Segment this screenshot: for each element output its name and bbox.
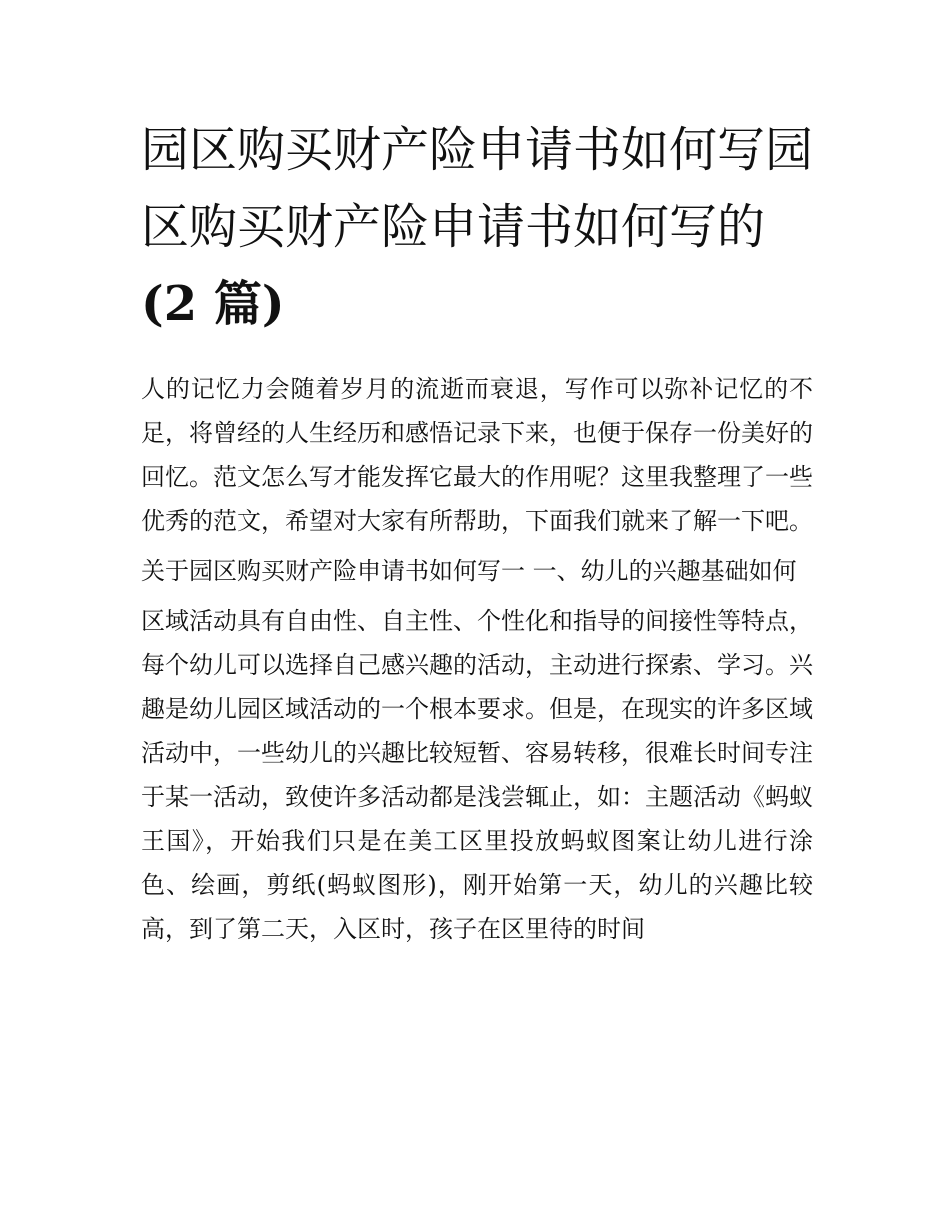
document-page xyxy=(141,112,813,951)
document-title xyxy=(141,112,813,343)
title-main: 园区购买财产险申请书如何写园区购买财产险申请书如何写的 xyxy=(141,122,814,255)
intro-paragraph: 人的记忆力会随着岁月的流逝而衰退，写作可以弥补记忆的不足，将曾经的人生经历和感悟记录下来，也便于保存一份美好的回忆。范文怎么写才能发挥它最大的作用呢？这里我整理了一些优秀的范文，希望对大家有所帮助，下面我们就来了解一下吧。 xyxy=(141,375,813,535)
section-heading: 关于园区购买财产险申请书如何写一 一、幼儿的兴趣基础如何 xyxy=(141,557,797,585)
body-paragraph: 区域活动具有自由性、自主性、个性化和指导的间接性等特点，每个幼儿可以选择自己感兴趣的活动，主动进行探索、学习。兴趣是幼儿园区域活动的一个根本要求。但是，在现实的许多区域活动中，一些幼儿的兴趣比较短暂、容易转移，很难长时间专注于某一活动，致使许多活动都是浅尝辄止，如：主题活动《蚂蚁王国》，开始我们只是在美工区里投放蚂蚁图案让幼儿进行涂色、绘画，剪纸(蚂蚁图形)，刚开始第一天，幼儿的兴趣比较高，到了第二天，入区时，孩子在区里待的时间 xyxy=(141,607,813,943)
title-suffix: (2 篇) xyxy=(141,276,285,332)
